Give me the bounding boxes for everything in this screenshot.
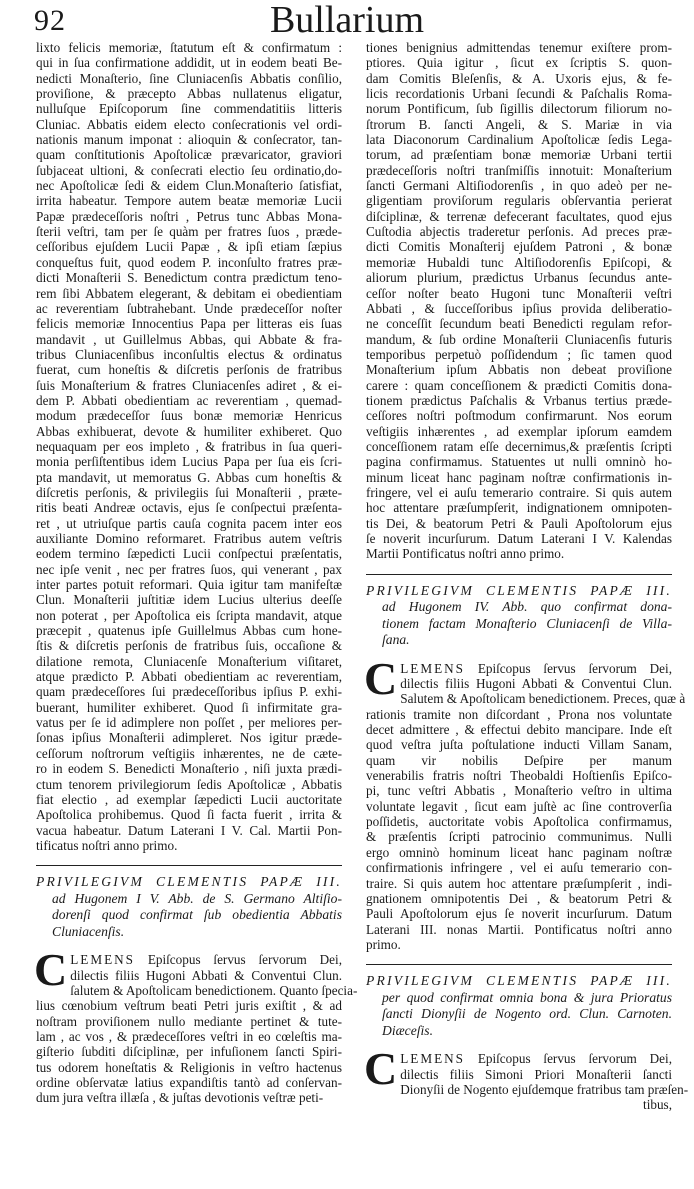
text-line: Martii Pontificatus noſtri anno primo.	[366, 546, 565, 562]
opening-rest: Epiſcopus ſervus ſervorum Dei,	[147, 952, 342, 968]
text-line: tis Dei, & beatorum Petri & Pauli Apoſtolorum ejus	[366, 515, 672, 531]
text-line: lius cœnobium veſtrum beati Petri juris exiſtit , & ad	[36, 998, 342, 1014]
text-line: Abbati , & ſucceſſoribus ipſius provida deliberatio-	[366, 300, 672, 316]
text-line: tiones benignius admittendas tenemur exiſtere prom-	[366, 40, 672, 55]
text-line: ſterii veſtri, tam per ſe quàm per fratres ſuos , præde-	[36, 224, 342, 240]
heading-line: PRIVILEGIVM CLEMENTIS PAPÆ III.	[366, 973, 672, 989]
heading-line: PRIVILEGIVM CLEMENTIS PAPÆ III.	[36, 874, 342, 890]
text-line: ceſſor noſter beato Hugoni tunc Monaſterii veſtri	[366, 285, 672, 301]
text-line: gnationem omnipotentis Dei , & beatorum Petri &	[366, 890, 672, 906]
text-line: ſe noverit incurſurum. Datum Laterani I V. Kalendas	[366, 531, 672, 546]
text-line: tus odorem honeſtatis & Religionis in veſtro hactenus	[36, 1059, 342, 1075]
text-line: minum liceat hanc paginam noſtræ confirmationis in-	[366, 469, 672, 485]
text-line: Papæ prædeceſſoris noſtri , Petrus tunc Abbas Mona-	[36, 208, 342, 224]
section-heading	[366, 583, 672, 649]
text-line: præcepit , quatenus ipſe Guillelmus Abbas cum hone-	[36, 623, 342, 639]
heading-line: dorenſi quod confirmat ſub obedientia Abbatis	[52, 907, 342, 923]
text-line: norum Pontificum, ſub ſigillis dilectorum filiorum no-	[366, 101, 672, 117]
text-line: Clun. Monaſterii juſtitiæ idem Lucius ulterius deeſſe	[36, 592, 342, 608]
text-line: pagina confirmamus. Statuentes ut nulli omninò ho-	[366, 454, 672, 470]
text-line: dicti Monaſterii S. Benedictum contra prædictum teno-	[36, 270, 342, 286]
section-heading	[36, 874, 342, 940]
text-line: ptiores. Quia igitur , ſicut ex ſcriptis S. quon-	[366, 55, 672, 71]
text-line: diſciplinæ, & terrenæ defecerant facultates, quod ejus	[366, 208, 672, 224]
text-line: ſancti Germani Altiſiodorenſis , in quo adeò per ne-	[366, 178, 672, 194]
text-line: dilectis filiis Hugoni Abbati & Conventui Clun.	[70, 967, 342, 983]
text-line: Monaſterium ipſum Abbatis non debeat proviſione	[366, 362, 672, 378]
text-line: fringere, vel ei auſu temerario contraire. Si quis autem	[366, 484, 672, 500]
text-line: quam vir nobilis Deſpire per manum	[366, 752, 672, 768]
text-line: ſalutem & Apoſtolicam benedictionem. Quanto ſpecia-	[70, 982, 358, 998]
text-line: ſubjaceat ultioni, & conſecrati electio ſeu ordinatio,do-	[36, 162, 342, 178]
text-line	[36, 952, 342, 967]
text-line: lixto felicis memoriæ, ſtatutum eſt & confirmatum :	[36, 40, 342, 55]
continuation-text	[36, 40, 342, 853]
text-line: nequaquam per eos impleto , & fratribus in ſua queri-	[36, 438, 342, 454]
text-line	[366, 1051, 672, 1066]
text-line: ergo omninò hominum liceat hanc paginam noſtræ	[366, 844, 672, 860]
text-line: ſuis Monaſterium & fratres Cluniacenſes adiret , & ei-	[36, 377, 342, 393]
text-line: dicti Comitis Monaſterij ejuſdem Patroni , & bonæ	[366, 239, 672, 255]
text-line: temporibus perpetuò poſſidendum ; ſic tamen quod	[366, 346, 672, 362]
text-line: vatus per ſe id adimplere non poſſet , per meliores per-	[36, 715, 342, 731]
running-title: Bullarium	[269, 0, 425, 41]
text-line: ret , ut utriuſque partis cauſa cognita pacem inter eos	[36, 515, 342, 531]
text-line: ſonas ipſius Monaſterii adimpleret. Nos igitur præde-	[36, 730, 342, 746]
text-line: Salutem & Apoſtolicam benedictionem. Preces, quæ à	[400, 691, 686, 707]
text-line: irrita habeatur. Tempore autem beatæ memoriæ Lucii	[36, 193, 342, 209]
text-line: fuerat, cum honeſtis & diſcretis perſonis de fratribus	[36, 362, 342, 378]
text-line: ctum tenorem privilegiorum ſedis Apoſtolicæ , Abbatis	[36, 776, 342, 792]
text-line: buerant, humiliter exhiberet. Quod ſi infirmitate gra-	[36, 699, 342, 715]
right-column	[364, 40, 689, 1113]
text-line: confirmationis infringere , vel ei auſu temerario con-	[366, 860, 672, 876]
heading-line: ad Hugonem IV. Abb. quo confirmat dona-	[382, 599, 672, 615]
text-line: dilectis filiis Simoni Priori Monaſterii ſancti	[400, 1066, 672, 1082]
text-line: ceſſores noſtri poſtmodum confirmarunt. Nos eorum	[366, 408, 672, 424]
text-line: diſcretis perſonis, & privilegiis ſui Monaſterii , præte-	[36, 484, 342, 500]
text-line: torum, ad præſentiam bonæ memoriæ Urbani tertii	[366, 147, 672, 163]
text-line: ac reverentiam ſubtrahebant. Unde prædeceſſor noſter	[36, 300, 342, 316]
text-line: proviſione, & præcepto Abbas nullatenus eligatur,	[36, 86, 342, 102]
text-line: atque prædicto P. Abbati obedientiam ac reverentiam,	[36, 669, 342, 685]
text-line: primo.	[366, 936, 401, 952]
text-line: dilatione remota, Cluniacenſe Monaſterium viſitaret,	[36, 653, 342, 669]
text-line: nec ipſe venit , nec per fratres ſuos, qui venerant , pax	[36, 561, 342, 577]
heading-line: ſana.	[382, 632, 410, 648]
text-line: decet admittere , & effectui debito mancipare. Inde eſt	[366, 722, 672, 738]
section-divider	[366, 964, 672, 965]
text-line: traire. Si quis autem hoc attentare præſumpſerit , indi-	[366, 875, 672, 891]
text-line: nationis manum imponat : alioquin & conſecrator, tan-	[36, 132, 342, 148]
opening-word: LEMENS	[400, 1051, 465, 1067]
text-line: Dionyſii de Nogento ejuſdemque fratribus tam præſen-	[400, 1081, 689, 1097]
drop-cap: C	[364, 652, 398, 704]
section-heading	[366, 973, 672, 1039]
text-line: Apoſtolica prohibemus. Quod ſi facta fuerit , irrita &	[36, 807, 342, 823]
text-line: non poterat , per Apoſtolica eis ſcripta mandavit, atque	[36, 607, 342, 623]
text-line: voluntate legavit , ſicut eam juſtè ac ſine controverſia	[366, 798, 672, 814]
text-line: conceſſionem ratam eſſe decernimus,& præſentis ſcripti	[366, 438, 672, 454]
text-line: noſtram proviſionem nullo mediante pertinet & tute-	[36, 1013, 342, 1029]
text-line: dem P. Abbati obedientiam ac reverentiam , quemad-	[36, 392, 342, 408]
text-line: tribus Cluniacenſibus inconſultis electus & ordinatus	[36, 346, 342, 362]
heading-line: ſancti Dionyſii de Nogento ord. Clun. Carnoten.	[382, 1006, 672, 1022]
heading-line: Diæceſis.	[382, 1022, 433, 1038]
text-line: ordine obſervatæ latius expandiſtis tantò ad conſervan-	[36, 1074, 342, 1090]
drop-cap: C	[34, 944, 68, 996]
text-line: inter partes potuit reformari. Quia igitur tam manifeſtæ	[36, 577, 342, 593]
document-body	[364, 652, 686, 953]
document-body	[34, 944, 358, 1106]
text-line	[366, 661, 672, 676]
text-line: felicis memoriæ Innocentius Papa per litteras eis ſuas	[36, 316, 342, 332]
section-divider	[36, 865, 342, 866]
text-line: lam , ac vos , & prædeceſſores veſtri in eo cœleſtis ma-	[36, 1028, 342, 1044]
text-line: ritis beati Andreæ octavis, ejus ſe conſpectui præſenta-	[36, 500, 342, 516]
text-line: qui in ſua confirmatione addidit, ut in eodem beati Be-	[36, 55, 342, 71]
text-line: venerabilis fratris noſtri Theobaldi Hoſtienſis Epiſco-	[366, 768, 672, 784]
text-line: tibus,	[643, 1097, 672, 1113]
text-line: ſtrorum B. ſancti Angeli, & S. Mariæ in via	[366, 116, 672, 132]
text-line: ro in eodem S. Benedicti Monaſterio , niſi juxta prædi-	[36, 761, 342, 777]
text-line: lata Diaconorum Cardinalium Apoſtolicæ ſedis Lega-	[366, 132, 672, 148]
text-line: giſterio ſubditi diſciplinæ, per infuſionem ſancti Spiri-	[36, 1044, 342, 1060]
text-line: Pauli Apoſtolorum ejus ſe noverit incurſurum. Datum	[366, 906, 672, 922]
text-line: pta mandavit, ut memoratus G. Abbas cum honeſtis &	[36, 469, 342, 485]
document-body	[364, 1043, 689, 1113]
text-line: aliorum plurium, prædictus Urbanus ſecundus ante-	[366, 270, 672, 286]
text-line: prædeceſſoris noſtri tranſmiſſis innotuit: Monaſterium	[366, 162, 672, 178]
text-line: dam Comitis Bleſenſis, & A. Uxoris ejus, & fe-	[366, 70, 672, 86]
continuation-text	[366, 40, 672, 562]
text-line: dilectis filiis Hugoni Abbati & Conventui Clun.	[400, 676, 672, 692]
text-line: fiat electio , ad exemplar ſæpedicti Lucii auctoritate	[36, 791, 342, 807]
text-line: monia perſiſtentibus idem Lucius Papa per ſua eis ſcri-	[36, 454, 342, 470]
text-line: Cuſtodia abjectis traderetur perſonis. Ad preces præ-	[366, 224, 672, 240]
heading-line: PRIVILEGIVM CLEMENTIS PAPÆ III.	[366, 582, 672, 598]
text-line: ſtis & diſcretis perſonis de fratribus ſuis, occaſione &	[36, 638, 342, 654]
text-line: ne conceſſit ſecundum beati Benedicti regulam refor-	[366, 316, 672, 332]
text-line: eodem termino ſæpedicti Lucii conſpectui præſentatis,	[36, 546, 342, 562]
text-line: rationis tramite non diſcordant , Prona nos voluntate	[366, 706, 672, 722]
text-line: hoc attentare præſumpſerit, indignationem omnipoten-	[366, 500, 672, 516]
text-line: pi, tunc veſtri Abbatis , Monaſterio veſtro in ultima	[366, 783, 672, 799]
heading-line: Cluniacenſis.	[52, 923, 125, 939]
text-line: conqueſtus fuit, quod eodem P. inconſulto fratres præ-	[36, 254, 342, 270]
text-line: tionem prædictus Paſchalis & Vrbanus tertius præde-	[366, 392, 672, 408]
text-line: tificatus noſtri anno primo.	[36, 837, 178, 853]
text-line: ceſſoribus ejuſdem Lucii Papæ , & ipſi etiam ſæpius	[36, 239, 342, 255]
heading-line: per quod confirmat omnia bona & jura Prioratus	[382, 989, 672, 1005]
text-line: modum prædeceſſor ſuus bonæ memoriæ Henricus	[36, 408, 342, 424]
text-line: quam prædeceſſores ſui prædeceſſoribus ipſius P. exhi-	[36, 684, 342, 700]
text-line: nec Apoſtolicæ ſedi & eidem Clun.Monaſterio ſatisfiat,	[36, 178, 342, 194]
page-number: 92	[34, 4, 66, 37]
opening-word: LEMENS	[70, 952, 135, 968]
heading-line: tionem factam Monaſterio Cluniacenſi de Villa-	[382, 615, 672, 631]
text-line: rem ſibi Abbatem elegerant, & debitam ei obedientiam	[36, 285, 342, 301]
heading-line: ad Hugonem I V. Abb. de S. Germano Altiſio-	[52, 890, 342, 906]
text-line: Cluniac. Abbatis eidem electo conſecrationis vel ordi-	[36, 116, 342, 132]
opening-rest: Epiſcopus ſervus ſervorum Dei,	[477, 1051, 672, 1067]
text-line: auxiliante Domino reformaret. Fratribus autem veſtris	[36, 531, 342, 546]
text-line: gligentiam proviſorum regularis obſervantia perierat	[366, 193, 672, 209]
text-line: & præſentis ſcripti patrocinio communimus. Nulli	[366, 829, 672, 845]
text-line: carere : quam conceſſionem & prædicti Comitis dona-	[366, 377, 672, 393]
drop-cap: C	[364, 1043, 398, 1095]
text-line: nulluſque Epiſcoporum ſine commendatitiis litteris	[36, 101, 342, 117]
text-line: memoriæ Hubaldi tunc Altiſiodorenſis Epiſcopi, &	[366, 254, 672, 270]
text-line: nedicti Monaſterio, ſine Cluniacenſis Abbatis conſilio,	[36, 70, 342, 86]
section-divider	[366, 574, 672, 575]
opening-word: LEMENS	[400, 660, 465, 676]
text-line: mandum, & ſub ordine Monaſterii Cluniacenſis futuris	[366, 331, 672, 347]
text-line: vacua habeatur. Datum Laterani I V. Cal. Martii Pon-	[36, 822, 342, 838]
text-line: poſſidetis, auctoritate vobis Apoſtolica confirmamus,	[366, 814, 672, 830]
text-line: dum jura veſtra illæſa , & juſtas devotionis veſtræ peti-	[36, 1090, 324, 1106]
text-line: Laterani III. nonas Martii. Pontificatus noſtri anno	[366, 921, 672, 937]
text-line: quam conſtitutionis Apoſtolicæ prævaricator, graviori	[36, 147, 342, 163]
left-column	[34, 40, 358, 1106]
opening-rest: Epiſcopus ſervus ſervorum Dei,	[477, 660, 672, 676]
text-line: mandavit , ut Guillelmus Abbas, qui Abbate & fra-	[36, 331, 342, 347]
text-line: veſtigiis inhærentes , ad exemplar ipſorum eamdem	[366, 423, 672, 439]
text-line: quod veſtra juſta poſtulatione inducti Villam Sanam,	[366, 737, 672, 753]
text-line: ceſſorum noſtrorum veſtigiis inhærentes, ne de cæte-	[36, 745, 342, 761]
text-line: Abbas exhibuerat, devote & humiliter exhiberet. Quo	[36, 423, 342, 439]
text-line: licis recordationis Urbani ſecundi & Paſchalis Roma-	[366, 86, 672, 102]
